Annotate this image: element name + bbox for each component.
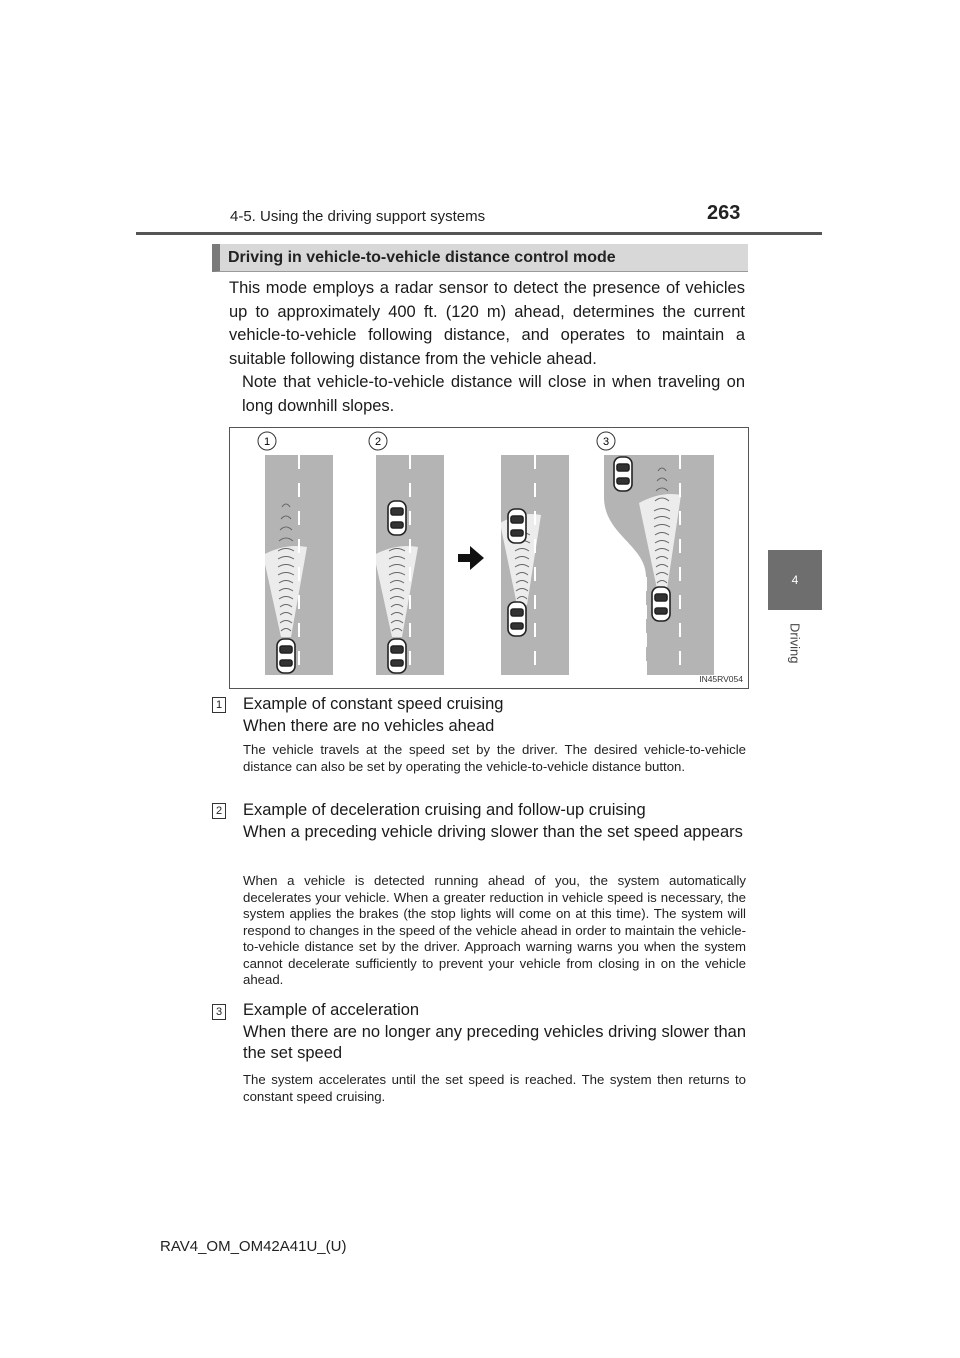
item-1-description: The vehicle travels at the speed set by the driver. The desired vehicle-to-vehicle distance can also be set by operating the vehicle-to-vehicle distance button. xyxy=(243,742,746,774)
note-paragraph: Note that vehicle-to-vehicle distance will close in when traveling on long downhill slopes. xyxy=(242,373,745,415)
car-icon xyxy=(277,639,295,673)
item-number-3: 3 xyxy=(212,1004,226,1020)
section-title: 4-5. Using the driving support systems xyxy=(230,208,486,225)
car-icon xyxy=(508,602,526,636)
item-1-title xyxy=(243,694,746,737)
item-3-description: The system accelerates until the set speed is reached. The system then returns to constant speed cruising. xyxy=(243,1072,746,1104)
item-number-2: 2 xyxy=(212,803,226,819)
item-2-description: When a vehicle is detected running ahead of you, the system automatically decelerates your vehicle. When a greater reduction in vehicle speed is necessary, the system applies the brakes (the stop lights will come on at this time). The system will respond to changes in the speed of the vehicle ahead in order to maintain the vehicle-to-vehicle distance set by the driver. Approach warning warns you when the system cannot decelerate sufficiently to prevent your vehicle from closing in on the vehicle ahead. xyxy=(243,873,746,987)
item-number-1: 1 xyxy=(212,697,226,713)
car-icon xyxy=(388,639,406,673)
callout-1 xyxy=(258,432,276,450)
item-2-heading: Example of deceleration cruising and follow-up cruising xyxy=(243,801,646,819)
item-1-subheading: When there are no vehicles ahead xyxy=(243,716,495,735)
figure-code: IN45RV054 xyxy=(699,674,743,684)
item-1-heading: Example of constant speed cruising xyxy=(243,695,504,713)
svg-text:2: 2 xyxy=(374,436,382,448)
header-rule xyxy=(136,232,822,235)
callout-2 xyxy=(369,432,387,450)
item-3-title xyxy=(243,1000,746,1065)
car-icon xyxy=(388,501,406,535)
chapter-label: Driving xyxy=(787,622,803,664)
chapter-tab: 4 xyxy=(768,550,822,610)
document-code: RAV4_OM_OM42A41U_(U) xyxy=(160,1238,347,1255)
car-icon xyxy=(508,509,526,543)
car-icon xyxy=(652,587,670,621)
section-heading: Driving in vehicle-to-vehicle distance control mode xyxy=(212,244,748,272)
svg-text:3: 3 xyxy=(602,436,610,448)
callout-3 xyxy=(597,432,615,450)
intro-paragraph: This mode employs a radar sensor to detect the presence of vehicles up to approximately 400 ft. (120 m) ahead, determines the current vehicle-to-vehicle following distance, and operates to maintain a suitable following distance from the vehicle ahead. xyxy=(229,279,745,368)
svg-text:1: 1 xyxy=(263,436,271,448)
page-number: 263 xyxy=(707,202,741,224)
item-2-subheading: When a preceding vehicle driving slower than the set speed appears xyxy=(243,822,743,841)
item-2-title xyxy=(243,800,746,843)
car-icon xyxy=(614,457,632,491)
item-3-heading: Example of acceleration xyxy=(243,1001,420,1019)
item-3-subheading: When there are no longer any preceding vehicles driving slower than the set speed xyxy=(243,1022,746,1062)
radar-cruise-illustration xyxy=(229,427,749,689)
